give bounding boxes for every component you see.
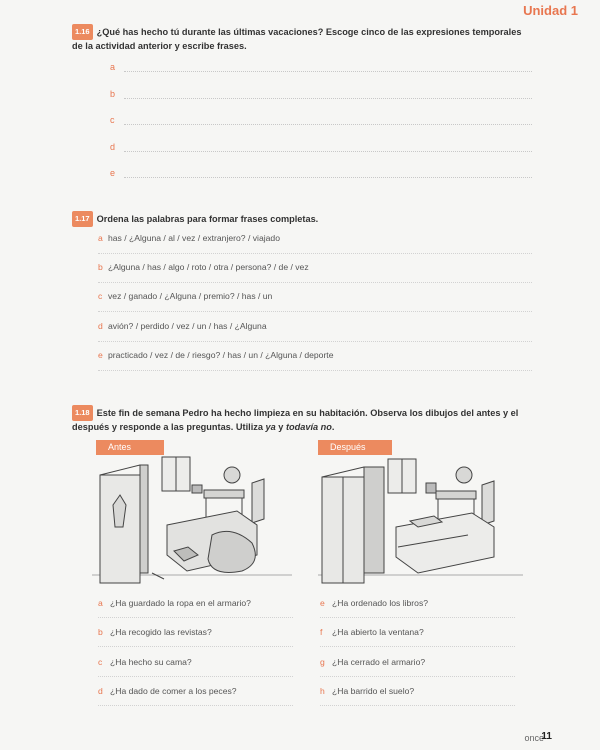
question-item[interactable]: f ¿Ha abierto la ventana?: [320, 627, 515, 656]
before-label: Antes: [96, 440, 164, 455]
exercise-number-badge: 1.17: [72, 211, 93, 227]
exercise-1-18-instruction: 1.18 Este fin de semana Pedro ha hecho limpieza en su habitación. Observa los dibujos del antes y el después y responde a las preguntas. Utiliza ya y todavía no.: [72, 405, 542, 433]
list-item[interactable]: a has / ¿Alguna / al / vez / extranjero? / viajado: [98, 233, 532, 262]
writing-line[interactable]: c: [110, 111, 532, 138]
question-item[interactable]: a ¿Ha guardado la ropa en el armario?: [98, 598, 293, 627]
question-item[interactable]: e ¿Ha ordenado los libros?: [320, 598, 515, 627]
exercise-number-badge: 1.16: [72, 24, 93, 40]
bedroom-before-illustration: [92, 455, 292, 590]
question-item[interactable]: g ¿Ha cerrado el armario?: [320, 657, 515, 686]
question-item[interactable]: c ¿Ha hecho su cama?: [98, 657, 293, 686]
list-item[interactable]: d avión? / perdido / vez / un / has / ¿Alguna: [98, 321, 532, 350]
questions-right: [320, 598, 515, 716]
list-item[interactable]: c vez / ganado / ¿Alguna / premio? / has / un: [98, 291, 532, 320]
page-number: 11: [541, 731, 552, 742]
list-item[interactable]: e practicado / vez / de / riesgo? / has / un / ¿Alguna / deporte: [98, 350, 532, 379]
unit-header: Unidad 1: [523, 3, 578, 18]
page-word: once: [524, 733, 544, 743]
question-item[interactable]: d ¿Ha dado de comer a los peces?: [98, 686, 293, 715]
exercise-1-16: [72, 24, 532, 191]
writing-line[interactable]: e: [110, 164, 532, 191]
questions-left: [98, 598, 293, 716]
exercise-1-16-instruction: 1.16 ¿Qué has hecho tú durante las últimas vacaciones? Escoge cinco de las expresiones temporales de la actividad anterior y escribe frases.: [72, 24, 532, 52]
question-item[interactable]: b ¿Ha recogido las revistas?: [98, 627, 293, 656]
writing-line[interactable]: d: [110, 138, 532, 165]
writing-line[interactable]: a: [110, 58, 532, 85]
list-item[interactable]: b ¿Alguna / has / algo / roto / otra / persona? / de / vez: [98, 262, 532, 291]
after-label: Después: [318, 440, 392, 455]
exercise-1-17: [72, 211, 532, 379]
exercise-1-18: [72, 405, 542, 433]
exercise-1-17-instruction: 1.17 Ordena las palabras para formar frases completas.: [72, 211, 532, 227]
question-item[interactable]: h ¿Ha barrido el suelo?: [320, 686, 515, 715]
writing-line[interactable]: b: [110, 85, 532, 112]
bedroom-after-illustration: [318, 455, 523, 590]
exercise-number-badge: 1.18: [72, 405, 93, 421]
